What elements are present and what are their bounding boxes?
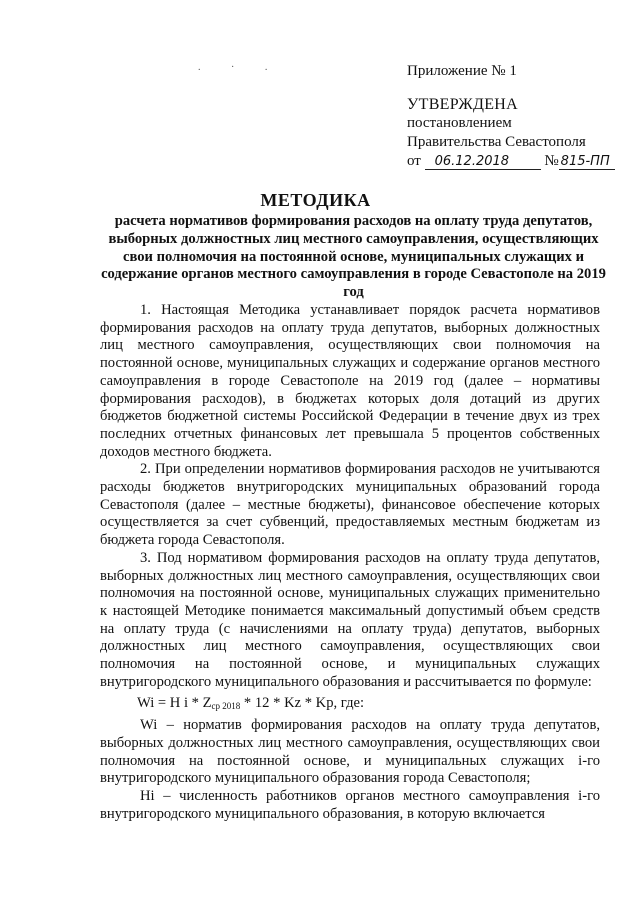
paragraph-4: Wi – норматив формирования расходов на оплату труда депутатов, выборных должностных лиц местного самоуправления, осуществляющих свои полномочия на постоянной основе, и муниципальных служащих i-го внутригородского муниципального образования города Севастополя;	[100, 717, 600, 787]
scan-dots: . · .	[198, 62, 282, 73]
approved-label: УТВЕРЖДЕНА	[407, 96, 519, 113]
handwritten-date: 06.12.2018	[425, 154, 541, 170]
document-body	[100, 302, 600, 823]
date-number-line	[407, 152, 615, 171]
government-label: Правительства Севастополя	[407, 134, 586, 150]
formula-subscript: ср 2018	[211, 701, 241, 712]
appendix-label: Приложение № 1	[407, 63, 517, 79]
approval-block	[407, 62, 615, 171]
handwritten-number: 815-ПП	[559, 154, 615, 170]
document-title: МЕТОДИКА	[260, 190, 371, 210]
number-prefix: №	[544, 153, 559, 169]
formula-main: Wi = H i * Z	[137, 695, 212, 712]
spacer	[407, 81, 615, 95]
paragraph-2: 2. При определении нормативов формирования расходов не учитываются расходы бюджетов внутригородских муниципальных образований города Севастополя (далее – местные бюджеты), финансовое обеспечение которых осуществляется за счет субвенций, предоставляемых местным бюджетам из бюджета города Севастополя.	[100, 461, 600, 549]
formula	[100, 695, 600, 716]
document-subtitle: расчета нормативов формирования расходов на оплату труда депутатов, выборных должностных лиц местного самоуправления, осуществляющих свои полномочия на постоянной основе, муниципальных служащих и содержание органов местного самоуправления в городе Севастополе на 2019 год	[101, 213, 606, 301]
decree-label: постановлением	[407, 115, 512, 131]
date-prefix: от	[407, 153, 421, 169]
paragraph-3: 3. Под нормативом формирования расходов на оплату труда депутатов, выборных должностных лиц местного самоуправления, осуществляющих свои полномочия на постоянной основе, муниципальных служащих применительно к настоящей Методике понимается максимальный допустимый объем средств на оплату труда (с начислениями на оплату труда) депутатов, выборных должностных лиц местного самоуправления, осуществляющих свои полномочия на постоянной основе, и муниципальных служащих внутригородского муниципального образования и рассчитывается по формуле:	[100, 549, 600, 690]
paragraph-5: Hi – численность работников органов местного самоуправления i-го внутригородского муниципального образования, в которую включается	[100, 787, 600, 822]
paragraph-1: 1. Настоящая Методика устанавливает порядок расчета нормативов формирования расходов на оплату труда депутатов, выборных должностных лиц местного самоуправления, осуществляющих свои полномочия на постоянной основе, муниципальных служащих и содержание органов местного самоуправления в городе Севастополе на 2019 год (далее – нормативы формирования расходов), в бюджетах которых доля дотаций из других бюджетов бюджетной системы Российской Федерации в течение двух из трех последних отчетных финансовых лет превышала 5 процентов собственных доходов местного бюджета.	[100, 302, 600, 460]
formula-tail: * 12 * Kz * Kp, где:	[240, 695, 365, 712]
